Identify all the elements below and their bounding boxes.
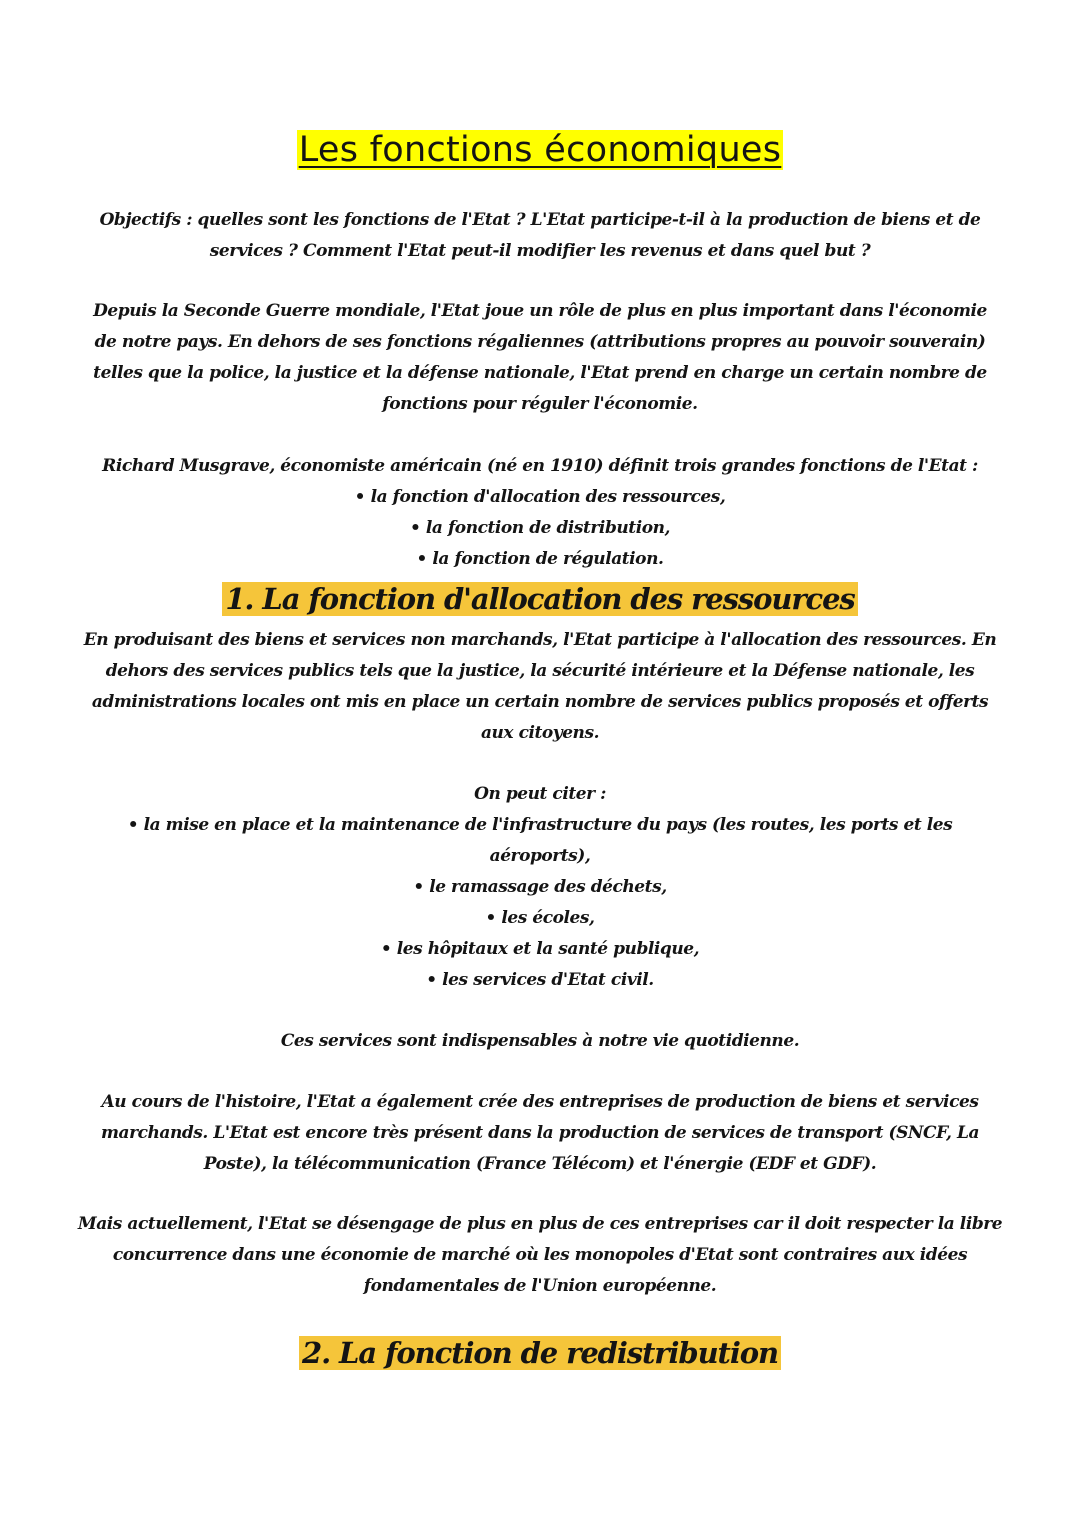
list-item: • la mise en place et la maintenance de l'infrastructure du pays (les routes, les ports et les: [127, 815, 953, 835]
list-item-continued: aéroports),: [489, 846, 591, 866]
musgrave-paragraph: [0, 451, 1080, 482]
services-conclusion: [0, 1026, 1080, 1057]
list-item-text: la mise en place et la maintenance de l'infrastructure du pays (les routes, les ports et les: [143, 815, 953, 835]
list-item: • la fonction d'allocation des ressources,: [0, 482, 1080, 513]
text-line: aux citoyens.: [480, 723, 600, 743]
list-item: • les hôpitaux et la santé publique,: [0, 934, 1080, 965]
objectives-paragraph: [0, 205, 1080, 267]
text-line: dehors des services publics tels que la justice, la sécurité intérieure et la Défense nationale, les: [105, 661, 975, 681]
list-item: • le ramassage des déchets,: [0, 872, 1080, 903]
current-paragraph: [0, 1209, 1080, 1302]
text-line: Depuis la Seconde Guerre mondiale, l'Etat joue un rôle de plus en plus important dans l'économie: [93, 301, 987, 321]
allocation-paragraph: [0, 625, 1080, 749]
list-item: • la fonction de régulation.: [0, 544, 1080, 575]
text-line: Poste), la télécommunication (France Télécom) et l'énergie (EDF et GDF).: [203, 1154, 877, 1174]
text-line: Mais actuellement, l'Etat se désengage de plus en plus de ces entreprises car il doit respecter la libre: [77, 1214, 1003, 1234]
text-line: services ? Comment l'Etat peut-il modifier les revenus et dans quel but ?: [209, 241, 871, 261]
text-line: telles que la police, la justice et la défense nationale, l'Etat prend en charge un certain nombre de: [93, 363, 987, 383]
section-2-heading: [0, 1332, 1080, 1374]
intro-paragraph: [0, 296, 1080, 420]
text-line: Au cours de l'histoire, l'Etat a également crée des entreprises de production de biens et services: [101, 1092, 979, 1112]
text-line: fondamentales de l'Union européenne.: [363, 1276, 717, 1296]
text-line: fonctions pour réguler l'économie.: [382, 394, 698, 414]
text-line: Ces services sont indispensables à notre vie quotidienne.: [280, 1031, 800, 1051]
heading-text: 2. La fonction de redistribution: [299, 1336, 781, 1370]
services-list: [0, 872, 1080, 996]
page-title: [0, 127, 1080, 173]
text-line: Objectifs : quelles sont les fonctions de l'Etat ? L'Etat participe-t-il à la production de biens et de: [99, 210, 981, 230]
text-line: de notre pays. En dehors de ses fonctions régaliennes (attributions propres au pouvoir souverain): [94, 332, 986, 352]
text-line: En produisant des biens et services non marchands, l'Etat participe à l'allocation des ressources. En: [83, 630, 997, 650]
text-line: marchands. L'Etat est encore très présent dans la production de services de transport (SNCF, La: [100, 1123, 980, 1143]
section-1-heading: [0, 578, 1080, 620]
text-line: Richard Musgrave, économiste américain (né en 1910) définit trois grandes fonctions de l'Etat :: [102, 456, 978, 476]
text-line: concurrence dans une économie de marché où les monopoles d'Etat sont contraires aux idées: [112, 1245, 968, 1265]
history-paragraph: [0, 1087, 1080, 1180]
title-text: Les fonctions économiques: [298, 130, 782, 170]
musgrave-function-list: [0, 482, 1080, 575]
list-item: • la fonction de distribution,: [0, 513, 1080, 544]
services-list-intro: [0, 779, 1080, 810]
list-item: • les services d'Etat civil.: [0, 965, 1080, 996]
text-line: administrations locales ont mis en place un certain nombre de services publics proposés et offerts: [91, 692, 989, 712]
services-list-first-item: [0, 810, 1080, 872]
text-line: On peut citer :: [474, 784, 606, 804]
heading-text: 1. La fonction d'allocation des ressources: [222, 582, 857, 616]
list-item: • les écoles,: [0, 903, 1080, 934]
